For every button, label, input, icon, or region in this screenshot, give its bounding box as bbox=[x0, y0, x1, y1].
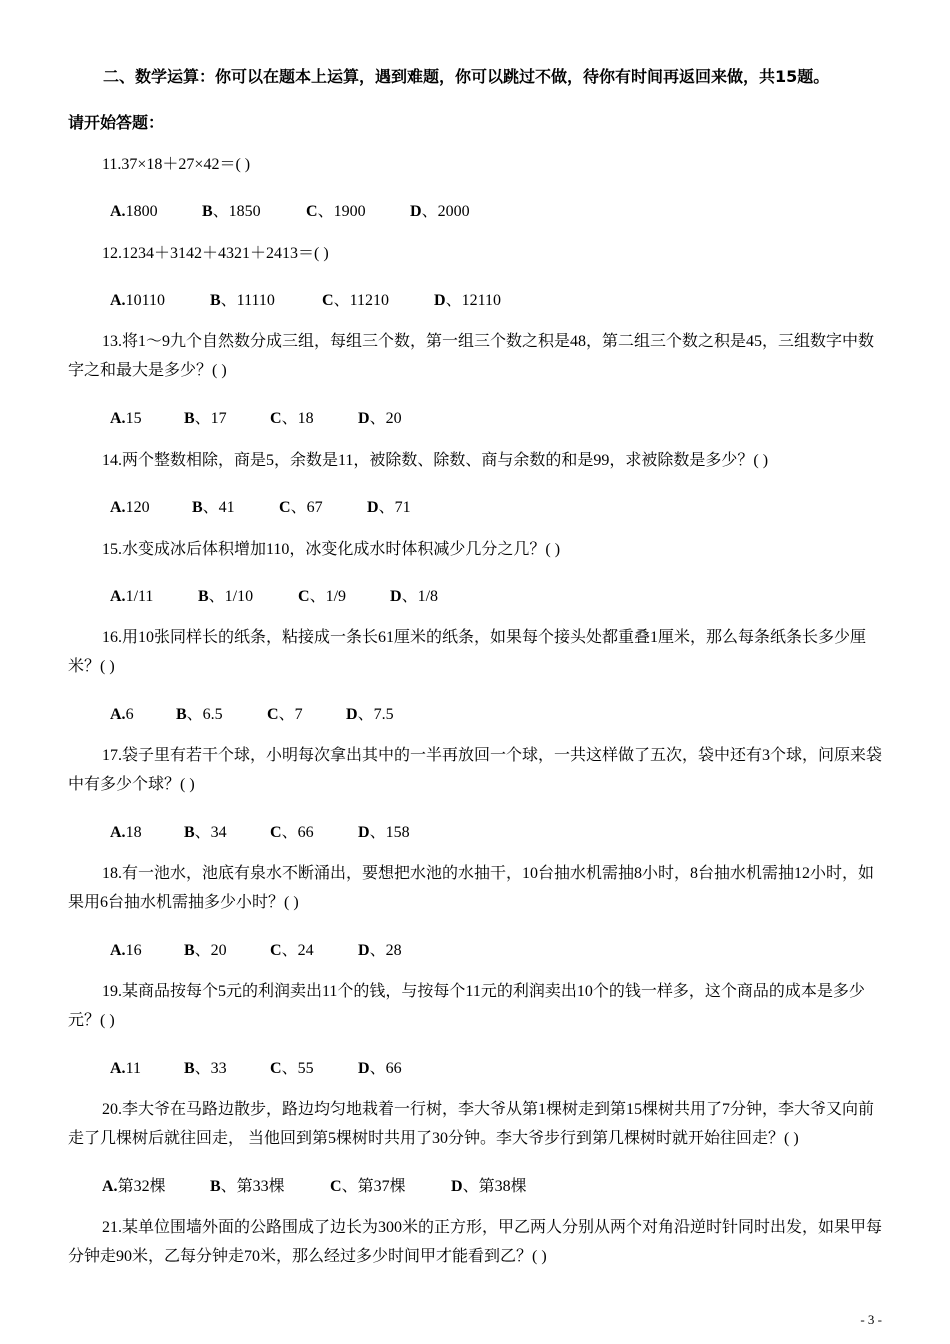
option-b: B、第33棵 bbox=[210, 1178, 285, 1195]
options-12 bbox=[110, 287, 501, 310]
option-d: D、12110 bbox=[434, 292, 501, 309]
option-b: B、6.5 bbox=[176, 706, 223, 723]
page-number: - 3 - bbox=[860, 1312, 882, 1327]
question-stem: 20.李大爷在马路边散步，路边均匀地栽着一行树，李大爷从第1棵树走到第15棵树共用了7分钟，李大爷又向前走了几棵树后就往回走， 当他回到第5棵树时共用了30分钟。李大爷步行到第几棵树时就开始往回走？( ) bbox=[68, 1101, 875, 1147]
question-stem: 19.某商品按每个5元的利润卖出11个的钱，与按每个11元的利润卖出10个的钱一样多，这个商品的成本是多少元？( ) bbox=[68, 983, 865, 1029]
question-stem: 14.两个整数相除，商是5，余数是11，被除数、除数、商与余数的和是99，求被除数是多少？( ) bbox=[102, 452, 769, 469]
question-14 bbox=[68, 446, 888, 475]
option-a: A.10110 bbox=[110, 292, 165, 309]
option-a: A.11 bbox=[110, 1060, 141, 1077]
option-a: A.1800 bbox=[110, 203, 158, 220]
option-c: C、第37棵 bbox=[330, 1178, 406, 1195]
option-c: C、66 bbox=[270, 824, 314, 841]
option-a: A.1/11 bbox=[110, 588, 154, 605]
option-b: B、33 bbox=[184, 1060, 227, 1077]
option-d: D、158 bbox=[358, 824, 410, 841]
question-16 bbox=[68, 623, 888, 681]
option-c: C、11210 bbox=[322, 292, 389, 309]
section-title: 二、数学运算：你可以在题本上运算，遇到难题，你可以跳过不做，待你有时间再返回来做，共15题。 bbox=[103, 67, 830, 86]
options-20 bbox=[102, 1173, 527, 1196]
question-20 bbox=[68, 1095, 888, 1153]
option-a: A.120 bbox=[110, 499, 150, 516]
options-19 bbox=[110, 1055, 402, 1078]
option-b: B、11110 bbox=[210, 292, 275, 309]
option-d: D、7.5 bbox=[346, 706, 394, 723]
option-b: B、17 bbox=[184, 410, 227, 427]
options-13 bbox=[110, 405, 402, 428]
option-d: D、66 bbox=[358, 1060, 402, 1077]
option-a: A.18 bbox=[110, 824, 142, 841]
option-c: C、1/9 bbox=[298, 588, 347, 605]
options-11 bbox=[110, 198, 470, 221]
option-c: C、1900 bbox=[306, 203, 366, 220]
options-15 bbox=[110, 583, 438, 606]
start-label: 请开始答题： bbox=[68, 113, 165, 132]
option-d: D、2000 bbox=[410, 203, 470, 220]
question-13 bbox=[68, 327, 888, 385]
options-18 bbox=[110, 937, 402, 960]
option-c: C、24 bbox=[270, 942, 314, 959]
question-stem: 15.水变成冰后体积增加110，冰变化成水时体积减少几分之几？( ) bbox=[102, 541, 561, 558]
question-17 bbox=[68, 741, 888, 799]
option-b: B、20 bbox=[184, 942, 227, 959]
question-stem: 16.用10张同样长的纸条，粘接成一条长61厘米的纸条，如果每个接头处都重叠1厘米，那么每条纸条长多少厘米？( ) bbox=[68, 629, 867, 675]
options-14 bbox=[110, 494, 411, 517]
option-a: A.第32棵 bbox=[102, 1178, 166, 1195]
question-21 bbox=[68, 1213, 888, 1271]
option-b: B、41 bbox=[192, 499, 235, 516]
question-stem: 12.1234＋3142＋4321＋2413＝( ) bbox=[102, 245, 329, 262]
option-d: D、第38棵 bbox=[451, 1178, 527, 1195]
question-12 bbox=[68, 239, 888, 268]
option-c: C、67 bbox=[279, 499, 323, 516]
option-d: D、20 bbox=[358, 410, 402, 427]
option-d: D、71 bbox=[367, 499, 411, 516]
option-a: A.15 bbox=[110, 410, 142, 427]
question-stem: 17.袋子里有若干个球，小明每次拿出其中的一半再放回一个球，一共这样做了五次，袋中还有3个球，问原来袋中有多少个球？( ) bbox=[68, 747, 883, 793]
question-11 bbox=[68, 150, 888, 179]
options-16 bbox=[110, 701, 394, 724]
option-c: C、7 bbox=[267, 706, 303, 723]
option-c: C、55 bbox=[270, 1060, 314, 1077]
option-a: A.16 bbox=[110, 942, 142, 959]
options-17 bbox=[110, 819, 410, 842]
option-b: B、34 bbox=[184, 824, 227, 841]
question-stem: 18.有一池水，池底有泉水不断涌出，要想把水池的水抽干，10台抽水机需抽8小时，8台抽水机需抽12小时，如果用6台抽水机需抽多少小时？( ) bbox=[68, 865, 875, 911]
question-15 bbox=[68, 535, 888, 564]
question-stem: 11.37×18＋27×42＝( ) bbox=[102, 156, 251, 173]
option-b: B、1850 bbox=[202, 203, 261, 220]
option-b: B、1/10 bbox=[198, 588, 254, 605]
option-c: C、18 bbox=[270, 410, 314, 427]
option-d: D、28 bbox=[358, 942, 402, 959]
question-stem: 21.某单位围墙外面的公路围成了边长为300米的正方形，甲乙两人分别从两个对角沿逆时针同时出发，如果甲每分钟走90米，乙每分钟走70米，那么经过多少时间甲才能看到乙？( ) bbox=[68, 1219, 883, 1265]
option-a: A.6 bbox=[110, 706, 134, 723]
question-18 bbox=[68, 859, 888, 917]
question-19 bbox=[68, 977, 888, 1035]
question-stem: 13.将1～9九个自然数分成三组，每组三个数，第一组三个数之积是48，第二组三个数之积是45，三组数字中数字之和最大是多少？( ) bbox=[68, 333, 875, 379]
option-d: D、1/8 bbox=[390, 588, 439, 605]
